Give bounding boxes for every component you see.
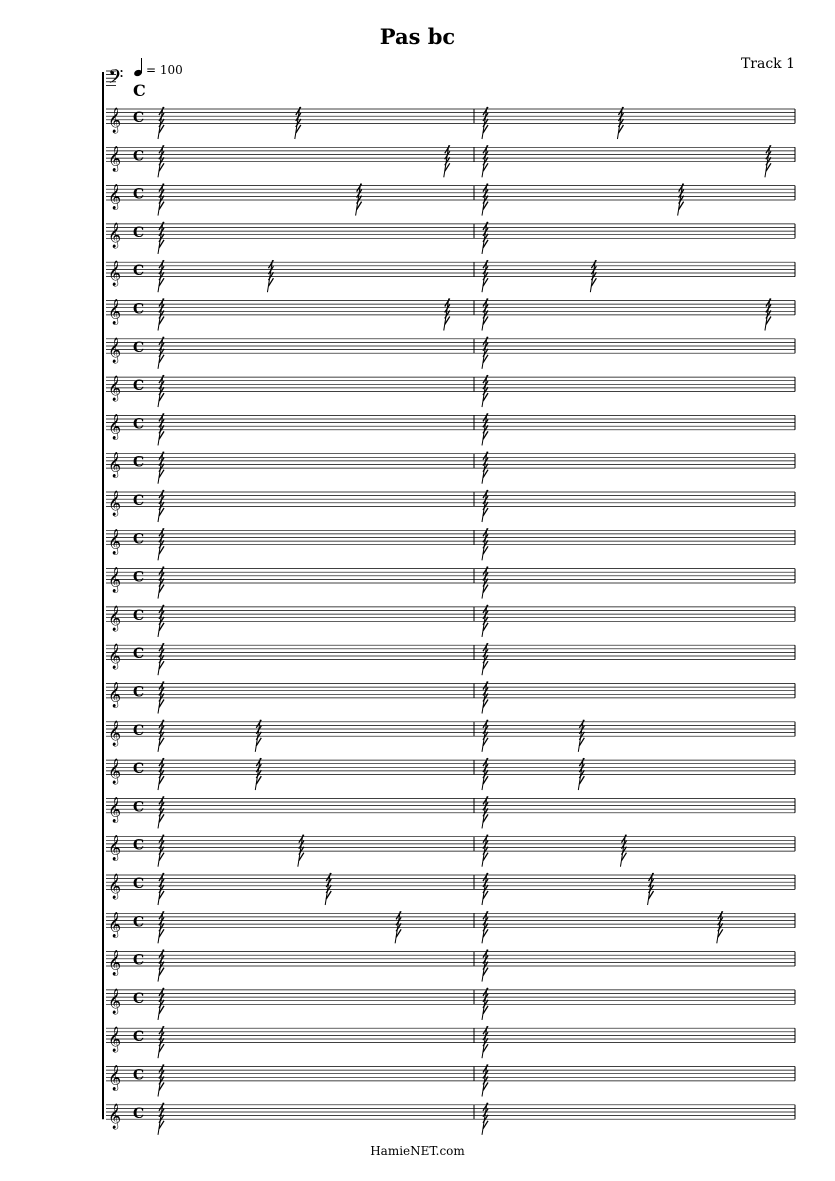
time-signature: C [133,607,145,624]
rest-mark [648,873,654,905]
time-signature: C [133,1029,145,1046]
rest-mark [158,337,164,369]
treble-clef-icon: 𝄞 [108,874,122,899]
rest-mark [158,107,164,139]
treble-clef-icon: 𝄞 [108,337,122,363]
rest-mark [482,950,488,982]
rest-mark [325,873,331,905]
rest-mark [482,1026,488,1058]
time-signature: C [133,493,145,509]
rest-mark [158,413,164,445]
treble-clef-icon: 𝄞 [108,1103,122,1129]
time-signature: C [133,684,145,701]
rest-mark [482,796,488,828]
time-signature: C [133,799,145,816]
rest-mark [482,835,488,867]
time-signature: C [133,339,145,356]
time-signature: C [133,110,145,126]
time-signature: C [133,224,145,241]
treble-clef-icon: 𝄞 [108,912,122,938]
rest-mark [255,758,261,790]
treble-clef-icon: 𝄞 [108,299,122,325]
time-signature: C [133,722,145,739]
treble-clef-icon: 𝄞 [108,1027,122,1053]
rest-mark [482,528,488,560]
rest-mark [482,222,488,254]
rest-mark [482,1065,488,1097]
score-title: Pas bc [379,24,456,49]
time-signature: C [133,186,145,203]
rest-mark [482,490,488,522]
rest-mark [482,260,488,292]
treble-clef-icon: 𝄞 [108,720,122,746]
bass-clef-icon: 𝄢 [108,65,124,93]
time-signature: C [133,569,145,586]
rest-mark [482,145,488,177]
rest-mark [395,911,401,943]
treble-clef-icon: 𝄞 [108,835,122,861]
rest-mark [482,605,488,637]
rest-mark [158,375,164,407]
rest-mark [158,758,164,790]
rest-mark [482,184,488,216]
time-signature: C [133,876,145,892]
rest-mark [255,720,261,752]
rest-mark [158,950,164,982]
treble-clef-icon: 𝄞 [108,184,122,210]
rest-mark [482,682,488,714]
rest-mark [158,452,164,484]
rest-mark [158,911,164,943]
rest-mark [158,567,164,599]
time-signature: C [133,1067,145,1084]
rest-mark [765,299,771,331]
rest-mark [295,107,301,139]
rest-mark [482,1103,488,1135]
rest-mark [482,299,488,331]
treble-clef-icon: 𝄞 [108,797,122,823]
time-signature: C [133,646,145,663]
rest-mark [678,184,684,216]
rest-mark [482,911,488,943]
treble-clef-icon: 𝄞 [108,222,122,248]
time-signature: C [133,378,145,395]
treble-clef-icon: 𝄞 [108,529,122,555]
rest-mark [158,988,164,1020]
rest-mark [158,145,164,177]
time-signature: C [133,263,145,280]
rest-mark [444,299,450,331]
tempo-marking: = 100 [146,63,183,77]
rest-mark [158,299,164,331]
time-signature: C [133,914,145,931]
time-signature: C [133,531,145,548]
rest-mark [482,452,488,484]
treble-clef-icon: 𝄞 [108,605,122,631]
rest-mark [158,796,164,828]
treble-clef-icon: 𝄞 [108,452,122,478]
treble-clef-icon: 𝄞 [108,414,122,440]
treble-clef-icon: 𝄞 [108,950,122,976]
rest-mark [617,107,623,139]
rest-mark [158,643,164,675]
treble-clef-icon: 𝄞 [108,1065,122,1091]
time-signature: C [133,990,145,1007]
rest-mark [158,1103,164,1135]
time-signature: C [133,81,146,100]
rest-mark [158,873,164,905]
rest-mark [158,720,164,752]
rest-mark [482,873,488,905]
treble-clef-icon: 𝄞 [108,567,122,593]
treble-clef-icon: 𝄞 [108,644,122,670]
rest-mark [158,490,164,522]
time-signature: C [133,837,145,854]
treble-clef-icon: 𝄞 [108,759,122,785]
time-signature: C [133,416,145,433]
rest-mark [765,145,771,177]
time-signature: C [133,952,145,969]
rest-mark [158,605,164,637]
rest-mark [620,835,626,867]
rest-mark [158,1026,164,1058]
rest-mark [158,835,164,867]
rest-mark [356,184,362,216]
track-label: Track 1 [740,56,795,72]
rest-mark [158,682,164,714]
rest-mark [578,720,584,752]
rest-mark [578,758,584,790]
treble-clef-icon: 𝄞 [108,376,122,402]
rest-mark [482,337,488,369]
time-signature: C [133,761,145,778]
rest-mark [482,643,488,675]
rest-mark [482,567,488,599]
rest-mark [717,911,723,943]
footer-credit: HamieNET.com [370,1144,465,1158]
rest-mark [482,375,488,407]
rest-mark [158,184,164,216]
rest-mark [158,528,164,560]
rest-mark [158,260,164,292]
rest-mark [590,260,596,292]
rest-mark [267,260,273,292]
rest-mark [298,835,304,867]
treble-clef-icon: 𝄞 [108,146,122,172]
treble-clef-icon: 𝄞 [108,108,122,133]
treble-clef-icon: 𝄞 [108,491,122,516]
rest-mark [158,222,164,254]
rest-mark [444,145,450,177]
time-signature: C [133,1105,145,1122]
treble-clef-icon: 𝄞 [108,682,122,708]
time-signature: C [133,454,145,471]
time-signature: C [133,148,145,165]
rest-mark [158,1065,164,1097]
time-signature: C [133,301,145,318]
rest-mark [482,758,488,790]
rest-mark [482,988,488,1020]
treble-clef-icon: 𝄞 [108,261,122,287]
rest-mark [482,107,488,139]
treble-clef-icon: 𝄞 [108,988,122,1014]
rest-mark [482,413,488,445]
rest-mark [482,720,488,752]
